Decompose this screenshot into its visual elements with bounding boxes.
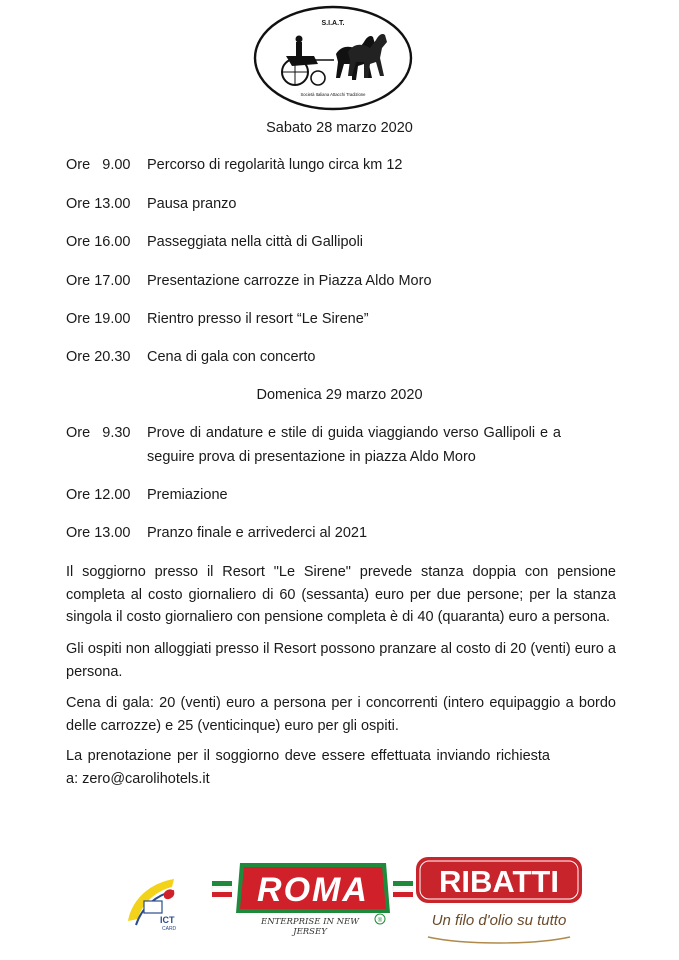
schedule-time: Ore 12.00 (66, 487, 131, 503)
schedule-desc: Passeggiata nella città di Gallipoli (147, 234, 364, 250)
info-paragraph-gala: Cena di gala: 20 (venti) euro a persona per i concorrenti (intero equipaggio a bordo delle carrozze) e 25 (venticinque) euro per gli ospiti. (66, 695, 616, 734)
svg-text:S.I.A.T.: S.I.A.T. (321, 20, 345, 27)
sponsor-logos (0, 845, 679, 960)
schedule-time: Ore 13.00 (66, 525, 131, 541)
svg-text:ROMA: ROMA (257, 871, 369, 909)
schedule-time: Ore 9.00 (66, 157, 131, 173)
ribatti-logo (414, 853, 584, 945)
svg-text:Società Italiana Attacchi Trad: Società Italiana Attacchi Tradizione (300, 92, 366, 97)
day1-heading: Sabato 28 marzo 2020 (266, 120, 413, 136)
schedule-desc: Premiazione (147, 487, 228, 503)
schedule-desc: Prove di andature e stile di guida viaggiando verso Gallipoli e a seguire prova di presentazione in piazza Aldo Moro (147, 425, 561, 465)
day2-heading: Domenica 29 marzo 2020 (256, 387, 423, 403)
schedule-time: Ore 13.00 (66, 196, 131, 212)
info-paragraph-accommodation: Il soggiorno presso il Resort "Le Sirene" prevede stanza doppia con pensione completa al costo giornaliero di 60 (sessanta) euro per due persone; per la stanza singola il costo giornaliero con pensione completa è di 40 (quaranta) euro a persona. (66, 564, 616, 625)
schedule-desc: Rientro presso il resort “Le Sirene” (147, 311, 369, 327)
svg-text:ICT: ICT (160, 915, 175, 925)
siat-logo (252, 4, 414, 112)
schedule-desc: Pranzo finale e arrivederci al 2021 (147, 525, 368, 541)
schedule-desc: Presentazione carrozze in Piazza Aldo Moro (147, 273, 432, 289)
schedule-desc: Pausa pranzo (147, 196, 237, 212)
info-paragraph-booking: La prenotazione per il soggiorno deve essere effettuata inviando richiesta a: zero@carolihotels.it (66, 748, 550, 787)
schedule-time: Ore 17.00 (66, 273, 131, 289)
carriage-emblem-icon (252, 4, 414, 112)
schedule-time: Ore 19.00 (66, 311, 131, 327)
schedule-time: Ore 20.30 (66, 349, 131, 365)
svg-text:RIBATTI: RIBATTI (439, 864, 559, 899)
ict-card-logo (122, 869, 188, 933)
schedule-time: Ore 16.00 (66, 234, 131, 250)
roma-subtitle: ENTERPRISE IN NEW JERSEY (261, 917, 359, 937)
schedule-time: Ore 9.30 (66, 425, 131, 441)
svg-text:CARD: CARD (162, 926, 177, 932)
info-paragraph-lunch: Gli ospiti non alloggiati presso il Resort possono pranzare al costo di 20 (venti) euro a persona. (66, 641, 616, 680)
schedule-desc: Cena di gala con concerto (147, 349, 316, 365)
schedule-desc: Percorso di regolarità lungo circa km 12 (147, 157, 403, 173)
svg-text:®: ® (377, 918, 383, 924)
svg-text:Un filo d'olio su tutto: Un filo d'olio su tutto (431, 912, 567, 929)
